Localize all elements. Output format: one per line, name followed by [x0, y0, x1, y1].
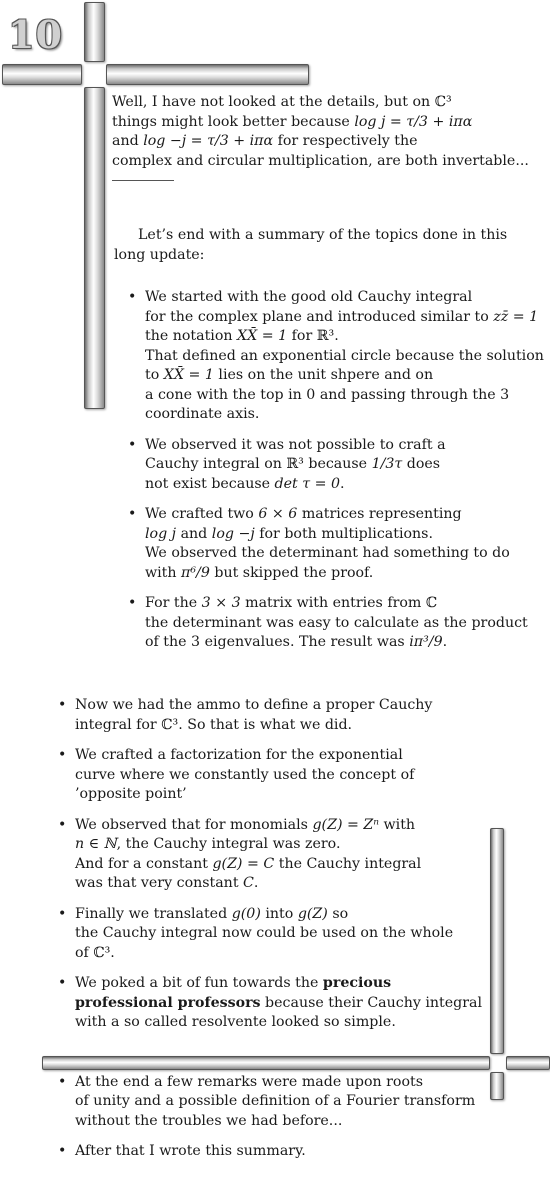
- intro-line-3: and log −j = τ/3 + iπα for respectively the: [112, 133, 418, 149]
- intro-paragraph: [112, 93, 542, 181]
- summary-list-second: [58, 696, 498, 1162]
- decorative-bar-top-vertical: [84, 2, 105, 62]
- decorative-bar-left-vertical: [84, 87, 105, 409]
- list-item: • At the end a few remarks were made upon roots of unity and a possible definition of a Fourier transform without the troubles we had before...: [58, 1073, 498, 1132]
- list-item: • We observed it was not possible to craft a Cauchy integral on ℝ³ because 1/3τ does not exist because det τ = 0.: [128, 436, 548, 495]
- list-item: • We crafted a factorization for the exponential curve where we constantly used the concept of ’opposite point’: [58, 746, 498, 805]
- list-item: • Now we had the ammo to define a proper Cauchy integral for ℂ³. So that is what we did.: [58, 696, 498, 735]
- list-item: • After that I wrote this summary.: [58, 1142, 498, 1162]
- decorative-bar-top-right-horizontal: [106, 64, 309, 85]
- intro-line-2: things might look better because log j = τ/3 + iπα: [112, 113, 473, 130]
- summary-list-first: [128, 288, 548, 653]
- list-item: • For the 3 × 3 matrix with entries from ℂ the determinant was easy to calculate as the product of the 3 eigenvalues. The result was iπ³/9.: [128, 594, 548, 653]
- intro-line-1: Well, I have not looked at the details, but on ℂ³: [112, 94, 452, 110]
- list-item: • Finally we translated g(0) into g(Z) so the Cauchy integral now could be used on the whole of ℂ³.: [58, 905, 498, 964]
- summary-intro-paragraph: [114, 226, 544, 265]
- summary-intro-line-1: Let’s end with a summary of the topics done in this: [138, 227, 508, 243]
- list-item: • We crafted two 6 × 6 matrices representing log j and log −j for both multiplications. We observed the determinant had something to do with π⁶/9 but skipped the proof.: [128, 505, 548, 583]
- list-item: • We observed that for monomials g(Z) = Zⁿ with n ∈ ℕ, the Cauchy integral was zero. And for a constant g(Z) = C the Cauchy integral was that very constant C.: [58, 816, 498, 894]
- decorative-bar-top-left-horizontal: [2, 64, 82, 85]
- summary-intro-line-2: long update:: [114, 246, 205, 263]
- decorative-bar-bottom-right-horizontal: [506, 1056, 550, 1070]
- list-item: • We poked a bit of fun towards the precious professional professors because their Cauchy integral with a so called resolvente looked so simple.: [58, 974, 498, 1033]
- separator-line: [112, 180, 174, 181]
- intro-line-4: complex and circular multiplication, are both invertable...: [112, 152, 529, 169]
- page-number: 10: [8, 12, 63, 57]
- list-item: • We started with the good old Cauchy integral for the complex plane and introduced similar to zz̄ = 1 the notation XX̄ = 1 for ℝ³. That defined an exponential circle because the solution to XX̄ = 1 lies on the unit shpere and on a cone with the top in 0 and passing through the 3 coordinate axis.: [128, 288, 548, 425]
